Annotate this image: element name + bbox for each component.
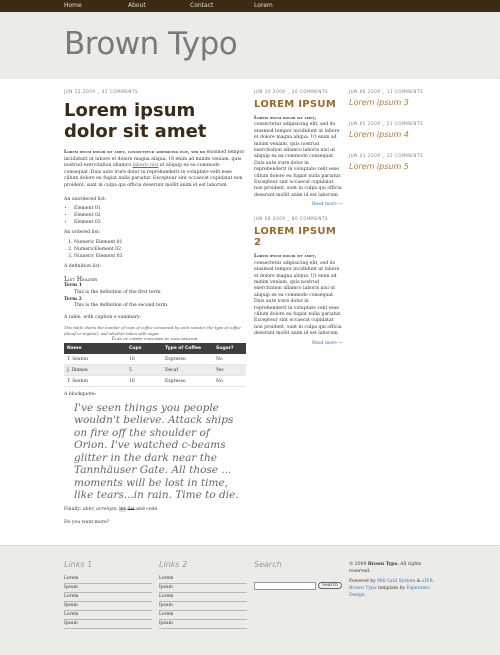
footer-link[interactable]: Ipsum [159, 584, 247, 593]
table-cell: 10 [126, 376, 162, 387]
footer-link[interactable]: Lorem [64, 593, 152, 602]
grid-system-link[interactable]: 960 Grid System [377, 579, 416, 584]
footer [0, 545, 500, 655]
search-input[interactable] [254, 582, 316, 590]
sidebar [349, 89, 439, 171]
sidebar-meta: JUN 01 2009 _ 22 COMMENTS [349, 153, 424, 158]
blockquote-label: A blockquote: [64, 392, 97, 398]
want-more: Do you want more? [64, 519, 110, 525]
table-cell: J. Dinnen [64, 365, 126, 376]
finally-pre: Finally: [64, 506, 82, 512]
powered-pre: Powered by [349, 579, 376, 584]
term-2: Term 2 [64, 296, 82, 302]
post-text: consectetur adipisicing elit, sed do eiusmod tempor incididunt ut labore et dolore magna aliqua. Ut enim ad minim veniam, quis nostrud exercitation ullamco laboris nisi ut aliquip ex ea commodo consequat. Duis aute irure dolor in reprehenderit in voluptate velit esse cillum dolore eu fugiat nulla pariatur. Excepteur sint occaecat cupidatat non proident, sunt in culpa qui officia deserunt mollit anim id est laborum. [254, 122, 342, 198]
author-link[interactable]: Esperanto Design. [349, 586, 430, 598]
table-row [64, 365, 246, 376]
post-meta: JUN 08 2009 _ 80 COMMENTS [254, 216, 329, 222]
table-header-cell: Name [64, 343, 126, 354]
intro-lead: Lorem ipsum dolor sit amet, consectetur adipisicing elit, sed do [64, 150, 206, 155]
footer-link[interactable]: Lorem [159, 575, 247, 584]
table-cell: Yes [213, 365, 246, 376]
post-intro [64, 150, 246, 190]
ordered-list [64, 239, 246, 260]
post-item [254, 216, 342, 345]
sidebar-item [349, 153, 439, 171]
post-lead: Lorem ipsum dolor sit amet, [254, 254, 317, 260]
search-button[interactable]: Search [318, 582, 342, 589]
table-row [64, 354, 246, 365]
powered-by [349, 578, 435, 599]
abbr-text: abbr, acronym, [82, 506, 118, 512]
definition-1: This is the definition of the first term. [74, 289, 162, 295]
sidebar-item [349, 121, 439, 139]
search-form [254, 575, 342, 594]
sidebar-title[interactable]: Lorem ipsum 5 [349, 162, 409, 171]
table-cell: 10 [126, 354, 162, 365]
unordered-label: An unordered list: [64, 196, 107, 202]
intro-link[interactable]: laboris nisi [132, 163, 159, 169]
post-title[interactable]: LOREM IPSUM [254, 99, 337, 110]
search-title: Search [254, 560, 282, 569]
sidebar-meta: JUN 06 2009 _ 11 COMMENTS [349, 89, 424, 94]
post-excerpt [254, 116, 342, 199]
post-column [254, 89, 342, 346]
nav-about-link[interactable]: About [128, 2, 146, 9]
finally-line [64, 507, 246, 514]
blockquote: I've seen things you people wouldn't believe. Attack ships on fire off the shoulder of Orion. I've watched c-beams glitter in the dark near the Tannhäuser Gate. All those ... moments will be lost in time, like tears...in rain. Time to die. [74, 401, 239, 502]
sidebar-item [349, 89, 439, 107]
list-item: • Element 02 [74, 212, 246, 219]
footer-link[interactable]: Ipsum [159, 620, 247, 629]
post-excerpt [254, 254, 342, 337]
main-post [64, 89, 246, 526]
list-item: 3. Numeric Element 03 [74, 253, 246, 260]
unordered-list [64, 205, 246, 226]
list-item: 1. Numeric Element 01 [74, 239, 246, 246]
table-cell: No [213, 376, 246, 387]
table-cell: T. Sexton [64, 354, 126, 365]
table-cell: No [213, 354, 246, 365]
sidebar-title[interactable]: Lorem ipsum 3 [349, 98, 409, 107]
post-item [254, 89, 342, 207]
term-1: Term 1 [64, 283, 82, 289]
nav-home-link[interactable]: Home [64, 2, 82, 9]
sidebar-title[interactable]: Lorem ipsum 4 [349, 130, 409, 139]
powered-and: & [416, 579, 421, 584]
footer-link[interactable]: Lorem [159, 611, 247, 620]
links1-list [64, 575, 152, 629]
table-header-cell: Cups [126, 343, 162, 354]
ordered-label: An ordered list: [64, 230, 101, 236]
footer-brand: Brown Typo. [367, 562, 399, 567]
table-cell: Decaf [162, 365, 213, 376]
table-header-cell: Type of Coffee [162, 343, 213, 354]
list-item: • Element 01 [74, 205, 246, 212]
table-header-row [64, 343, 246, 354]
main-content [0, 79, 500, 545]
footer-link[interactable]: Ipsum [64, 602, 152, 611]
theme-link[interactable]: Brown Typo [349, 586, 377, 591]
site-title[interactable]: Brown Typo [64, 26, 238, 62]
list-item: 2. NumericElement 02 [74, 246, 246, 253]
table-cell: 5 [126, 365, 162, 376]
intro-rest: ut aliquip ex ea commodo consequat. Duis aute irure dolor in reprehenderit in voluptate velit esse cillum dolore eu fugiat nulla pariatur. Excepteur sint occaecat cupidatat non proident, sunt in culpa qui officia deserunt mollit anim id est laborum. [64, 163, 243, 188]
del-text: del [127, 506, 135, 512]
post-title[interactable]: LOREM IPSUM 2 [254, 226, 337, 249]
footer-link[interactable]: Ipsum [159, 602, 247, 611]
table-label: A table, with caption e summary: [64, 314, 142, 320]
post-meta: JUN 12 2009 _ 42 COMMENTS [64, 89, 139, 94]
read-more-link[interactable]: Read more → [311, 340, 342, 346]
coffee-table [64, 343, 246, 387]
rights-text: All rights reserved. [349, 562, 422, 574]
finally-post: and code. [136, 506, 159, 512]
table-summary: This table charts the number of cups of coffee consumed by each senator, the type of coffee (decaf or regular), and whether taken with sugar. [64, 325, 241, 336]
footer-link[interactable]: Lorem [64, 611, 152, 620]
sidebar-meta: JUN 05 2009 _ 21 COMMENTS [349, 121, 424, 126]
footer-credits [349, 561, 435, 599]
nav-lorem-link[interactable]: Lorem [254, 2, 273, 9]
post-title[interactable]: Lorem ipsum dolor sit amet [64, 100, 207, 142]
table-header-cell: Sugar? [213, 343, 246, 354]
read-more-link[interactable]: Read more → [311, 202, 342, 208]
list-header: List Header [64, 276, 98, 284]
theme-mid: template by [377, 586, 405, 591]
nav-contact-link[interactable]: Contact [190, 2, 214, 9]
footer-link[interactable]: Ipsum [64, 620, 152, 629]
table-row [64, 376, 246, 387]
footer-link[interactable]: Ipsum [64, 584, 152, 593]
top-nav-bar [0, 0, 500, 12]
table-caption: Cups of coffee consumed by each senator. [111, 337, 199, 343]
table-cell: T. Sexton [64, 376, 126, 387]
list-item: • Element 03 [74, 219, 246, 226]
intro-text: eiusmod tempor incididunt ut labore et dolore magna aliqua. Ut enim ad minim veniam, quis nostrud exercitation ullamco [64, 150, 245, 169]
footer-link[interactable]: Lorem [159, 593, 247, 602]
table-cell: Espresso [162, 376, 213, 387]
table-cell: Espresso [162, 354, 213, 365]
links1-title: Links 1 [64, 560, 93, 569]
ins-text: ins [119, 506, 127, 512]
sifr-link[interactable]: sIFR. [422, 579, 435, 584]
copyright: © 2009 [349, 562, 367, 567]
post-lead: Lorem ipsum dolor sit amet, [254, 116, 317, 121]
footer-link[interactable]: Lorem [64, 575, 152, 584]
deflist-label: A definition list: [64, 263, 102, 269]
post-meta: JUN 10 2009 _ 20 COMMENTS [254, 89, 329, 94]
links2-title: Links 2 [159, 560, 188, 569]
post-text: consectetur adipisicing elit, sed do eiusmod tempor incididunt ut labore et dolore magna aliqua. Ut enim ad minim veniam, quis nostrud exercitation ullamco laboris nisi ut aliquip ex ea commodo consequat. Duis aute irure dolor in reprehenderit in voluptate velit esse cillum dolore eu fugiat nulla pariatur. Excepteur sint occaecat cupidatat non proident, sunt in culpa qui officia deserunt mollit anim id est laborum. [254, 260, 342, 337]
links2-list [159, 575, 247, 629]
definition-2: This is the definition of the second term. [74, 303, 169, 309]
